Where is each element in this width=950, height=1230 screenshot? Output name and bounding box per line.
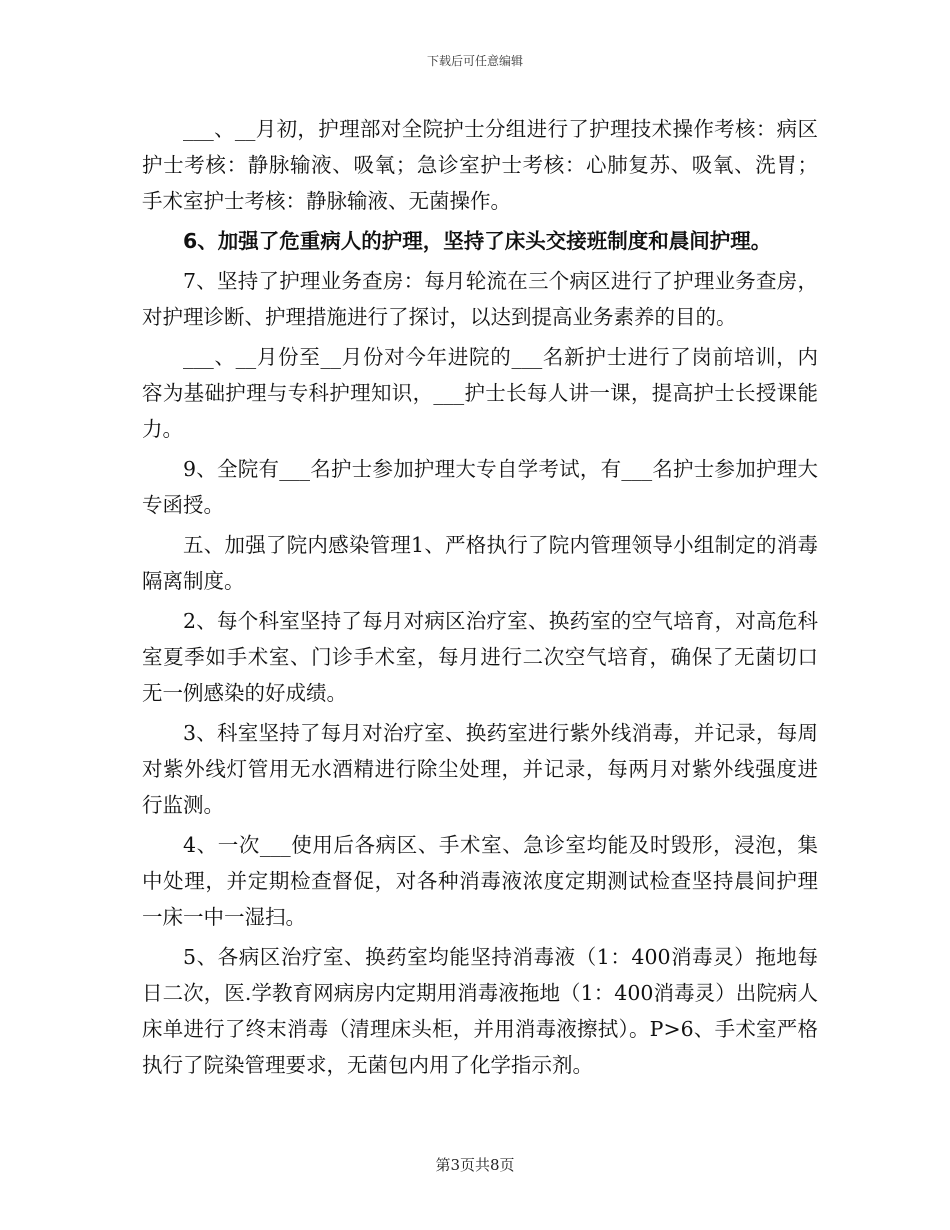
paragraph-self-study-exam: 9、全院有___名护士参加护理大专自学考试，有___名护士参加护理大专函授。 [142,457,818,517]
paragraph-uv-disinfection: 3、科室坚持了每月对治疗室、换药室进行紫外线消毒，并记录，每周对紫外线灯管用无水酒精进行除尘处理，并记录，每两月对紫外线强度进行监测。 [142,721,818,817]
paragraph-critical-care: 6、加强了危重病人的护理，坚持了床头交接班制度和晨间护理。 [183,229,772,253]
paragraph-disposables: 4、一次___使用后各病区、手术室、急诊室均能及时毁形，浸泡，集中处理，并定期检查督促，对各种消毒液浓度定期测试检查坚持晨间护理一床一中一湿扫。 [142,833,818,929]
paragraph-new-nurse-training: ___、__月份至__月份对今年进院的___名新护士进行了岗前培训，内容为基础护理与专科护理知识，___护士长每人讲一课，提高护士长授课能力。 [142,345,818,441]
paragraph-air-culture: 2、每个科室坚持了每月对病区治疗室、换药室的空气培育，对高危科室夏季如手术室、门诊手术室，每月进行二次空气培育，确保了无菌切口无一例感染的好成绩。 [142,609,818,705]
paragraph-floor-disinfection: 5、各病区治疗室、换药室均能坚持消毒液（1：400消毒灵）拖地每日二次，医.学教育网病房内定期用消毒液拖地（1：400消毒灵）出院病人床单进行了终末消毒（清理床头柜，并用消毒液擦拭）。P>6、手术室严格执行了院染管理要求，无菌包内用了化学指示剂。 [142,945,818,1077]
paragraph-infection-control: 五、加强了院内感染管理1、严格执行了院内管理领导小组制定的消毒隔离制度。 [142,533,818,593]
document-body [142,111,818,1087]
paragraph-nursing-assessment: ___、__月初，护理部对全院护士分组进行了护理技术操作考核：病区护士考核：静脉输液、吸氧；急诊室护士考核：心肺复苏、吸氧、洗胃；手术室护士考核：静脉输液、无菌操作。 [142,117,818,213]
page-header: 下载后可任意编辑 [426,54,523,68]
page-footer: 第3页共8页 [435,1156,515,1174]
paragraph-ward-rounds: 7、坚持了护理业务查房：每月轮流在三个病区进行了护理业务查房，对护理诊断、护理措施进行了探讨，以达到提高业务素养的目的。 [142,269,818,329]
